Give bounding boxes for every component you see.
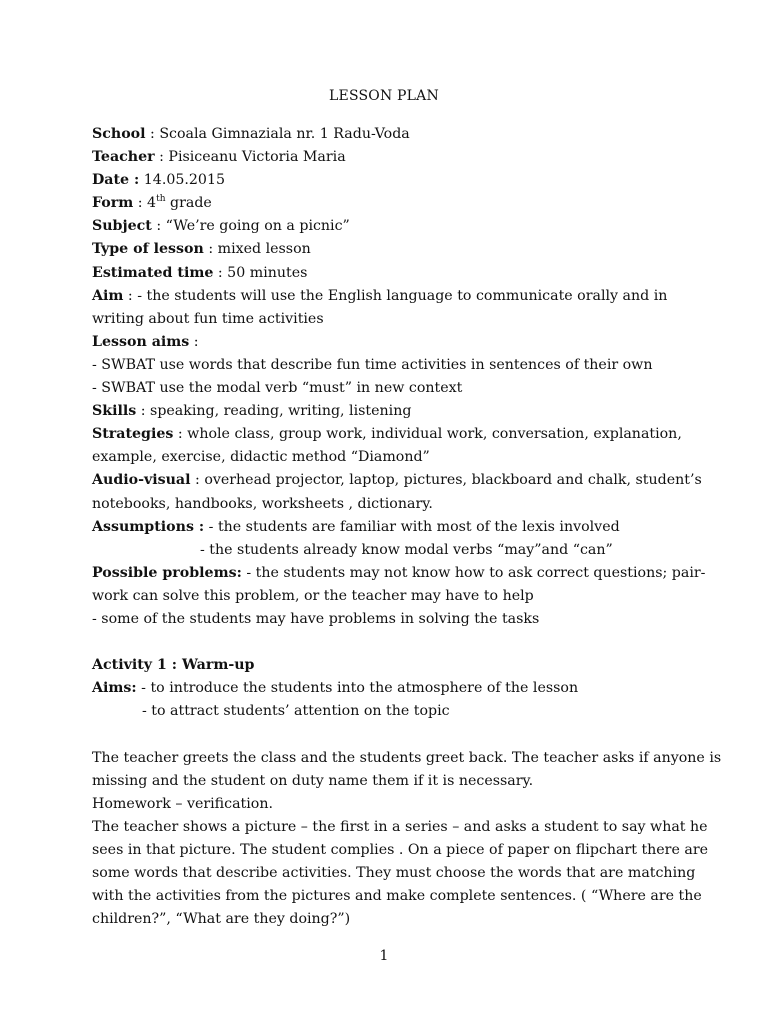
lesson-plan-body [92,123,722,931]
audio-visual-line-continued: notebooks, handbooks, worksheets , dictionary. [92,495,433,512]
teacher-line [92,146,692,169]
section-spacer [92,631,692,654]
subject-label: Subject [92,218,152,235]
school-value: : Scoala Gimnaziala nr. 1 Radu-Voda [145,126,410,142]
lesson-aim-item: - SWBAT use words that describe fun time activities in sentences of their own [92,356,653,373]
possible-problems-line-continued: work can solve this problem, or the teacher may have to help [92,587,534,604]
activity-1-aims-line [92,677,692,700]
paragraph-line: sees in that picture. The student complies . On a piece of paper on flipchart there are [92,841,709,858]
subject-value: : “We’re going on a picnic” [151,218,350,235]
aim-line [92,285,692,308]
assumptions-line-continued: - the students already know modal verbs “may”and “can” [200,541,613,558]
section-spacer [92,723,692,746]
paragraph-line: some words that describe activities. They must choose the words that are matching [92,865,696,881]
estimated-time-value: : 50 minutes [213,264,308,281]
lesson-aims-colon: : [189,333,199,350]
type-of-lesson-line [92,238,692,261]
assumptions-line [92,516,692,539]
possible-problems-label: Possible problems: [92,564,242,581]
page-number: 1 [379,948,389,964]
activity-1-aims-label: Aims: [92,680,137,697]
paragraph-line: Homework – verification. [92,795,273,812]
date-line [92,169,692,192]
form-value-superscript: th [156,194,166,205]
estimated-time-line [92,262,692,285]
audio-visual-label: Audio-visual [92,472,191,489]
audio-visual-line [92,469,702,492]
strategies-label: Strategies [92,426,174,443]
subject-line [92,215,692,238]
page-title: LESSON PLAN [329,88,439,104]
assumptions-value: - the students are familiar with most of the lexis involved [204,518,620,535]
strategies-line-continued: example, exercise, didactic method “Diamond” [92,449,430,466]
date-value: 14.05.2015 [139,172,226,189]
aim-label: Aim [92,287,124,304]
strategies-line [92,423,692,446]
aim-line-continued: writing about fun time activities [92,310,324,327]
paragraph-line: with the activities from the pictures and make complete sentences. ( “Where are the [92,888,702,905]
paragraph-line: children?”, “What are they doing?”) [92,911,351,928]
possible-problems-value: - the students may not know how to ask correct questions; pair- [241,564,706,581]
paragraph-line: The teacher shows a picture – the first in a series – and asks a student to say what he [92,818,708,835]
skills-label: Skills [92,403,137,420]
school-label: School [92,126,146,142]
possible-problems-line-continued: - some of the students may have problems in solving the tasks [92,610,540,627]
form-label: Form [92,195,134,212]
possible-problems-line [92,562,706,585]
school-line [92,123,692,146]
form-value: : 4 [133,195,157,212]
strategies-value: : whole class, group work, individual work, conversation, explanation, [173,426,682,443]
date-label: Date : [92,172,140,189]
lesson-aim-item: - SWBAT use the modal verb “must” in new context [92,380,463,397]
paragraph-line: missing and the student on duty name them if it is necessary. [92,772,534,789]
activity-1-aims-line-continued: - to attract students’ attention on the topic [142,703,450,720]
form-value-grade: grade [165,195,212,212]
skills-line [92,400,692,423]
audio-visual-value: : overhead projector, laptop, pictures, blackboard and chalk, student’s [190,472,702,489]
activity-1-aims-value: - to introduce the students into the atmosphere of the lesson [136,680,579,697]
skills-value: : speaking, reading, writing, listening [136,403,412,420]
assumptions-label: Assumptions : [92,518,205,535]
type-of-lesson-label: Type of lesson [92,241,204,258]
teacher-value: : Pisiceanu Victoria Maria [154,149,346,166]
lesson-aims-line [92,331,692,354]
activity-1-heading: Activity 1 : Warm-up [92,657,255,674]
lesson-aims-label: Lesson aims [92,333,190,350]
teacher-label: Teacher [92,149,155,166]
type-of-lesson-value: : mixed lesson [203,241,311,258]
aim-value: : - the students will use the English language to communicate orally and in [123,287,668,304]
form-line [92,192,692,215]
paragraph-line: The teacher greets the class and the students greet back. The teacher asks if anyone is [92,749,722,766]
estimated-time-label: Estimated time [92,264,214,281]
